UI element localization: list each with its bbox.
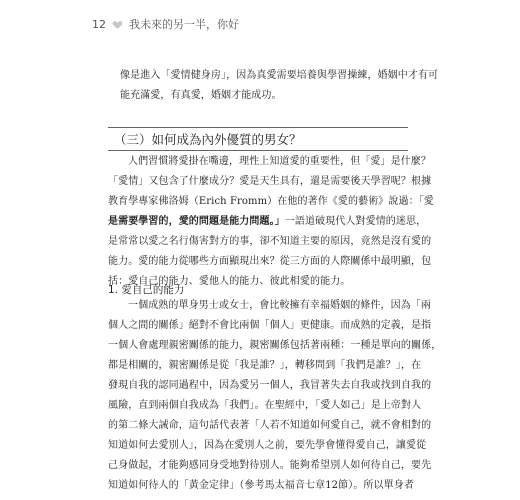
text-line: 人們習慣將愛掛在嘴邊，理性上知道愛的重要性，但「愛」是什麼？ bbox=[128, 156, 431, 167]
bold-quote: 是需要學習的，愛的問題是能力問題。」 bbox=[108, 216, 285, 227]
text-line: 發現自我的認同過程中，因為愛另一個人，我冒著失去自我或找到自我的 bbox=[108, 380, 432, 391]
text-line: 都是相關的，親密關係是從「我是誰？」，轉移問到「我們是誰？」，在 bbox=[108, 360, 422, 371]
text-line: 是常常以愛之名行傷害對方的事，卻不知道主要的原因，竟然是沒有愛的 bbox=[108, 236, 432, 247]
page-number: 12 bbox=[92, 17, 106, 31]
text-line: 括：愛自己的能力、愛他人的能力、彼此相愛的能力。 bbox=[108, 276, 351, 287]
text-line: 能充滿愛，有真愛，婚姻才能成功。 bbox=[120, 90, 282, 101]
intro-paragraph bbox=[120, 66, 439, 106]
text-line: 己身做起，才能夠感同身受地對待別人。能夠希望別人如何待自己，要先 bbox=[108, 460, 432, 471]
text-line: 能力。愛的能力從哪些方面顯現出來？從三方面的人際關係中最明顯，包 bbox=[108, 256, 432, 267]
text-line: 「愛情」又包含了什麼成分？愛是天生具有，還是需要後天學習呢？根據 bbox=[108, 176, 432, 187]
text-line: 個人之間的關係」絕對不會比兩個「個人」更健康。而成熟的定義，是指 bbox=[108, 320, 432, 331]
text-line: 像是進入「愛情健身房」，因為真愛需要培養與學習操練，婚姻中才有可 bbox=[120, 70, 439, 81]
subsection-paragraph bbox=[108, 296, 442, 496]
section-heading-text: （三）如何成為內外優質的男女？ bbox=[114, 132, 302, 147]
text-line-emphasis bbox=[108, 212, 427, 232]
page-header bbox=[92, 16, 239, 32]
book-title: 我未來的另一半，你好 bbox=[129, 18, 239, 31]
text-line: 一個人會處理親密關係的能力，親密關係包括著兩種：一種是單向的關係， bbox=[108, 340, 442, 351]
text-line: 教育學專家佛洛姆（Erich Fromm）在他的著作《愛的藝術》說過：「愛 bbox=[108, 196, 434, 207]
heart-icon bbox=[112, 19, 123, 30]
text-fragment: 一語道破現代人對愛情的迷思， bbox=[284, 216, 427, 227]
subsection-heading: 1. 愛自己的能力 bbox=[108, 284, 185, 296]
text-line: 知道如何去愛別人」，因為在愛別人之前，要先學會懂得愛自己，讓愛從 bbox=[108, 440, 427, 451]
text-line: 知道如何待人的「黃金定律」（參考馬太福音七章12節）。所以單身者 bbox=[108, 480, 414, 491]
section-heading bbox=[108, 127, 408, 151]
section-paragraph bbox=[108, 152, 434, 292]
text-line: 風險，直到兩個自我成為「我們」。在聖經中，「愛人如己」是上帝對人 bbox=[108, 400, 422, 411]
text-line: 一個成熟的單身男士或女士，會比較擁有幸福婚姻的條件，因為「兩 bbox=[128, 300, 431, 311]
text-line: 的第二條大誡命，這句話代表著「人若不知道如何愛自己，就不會相對的 bbox=[108, 420, 432, 431]
